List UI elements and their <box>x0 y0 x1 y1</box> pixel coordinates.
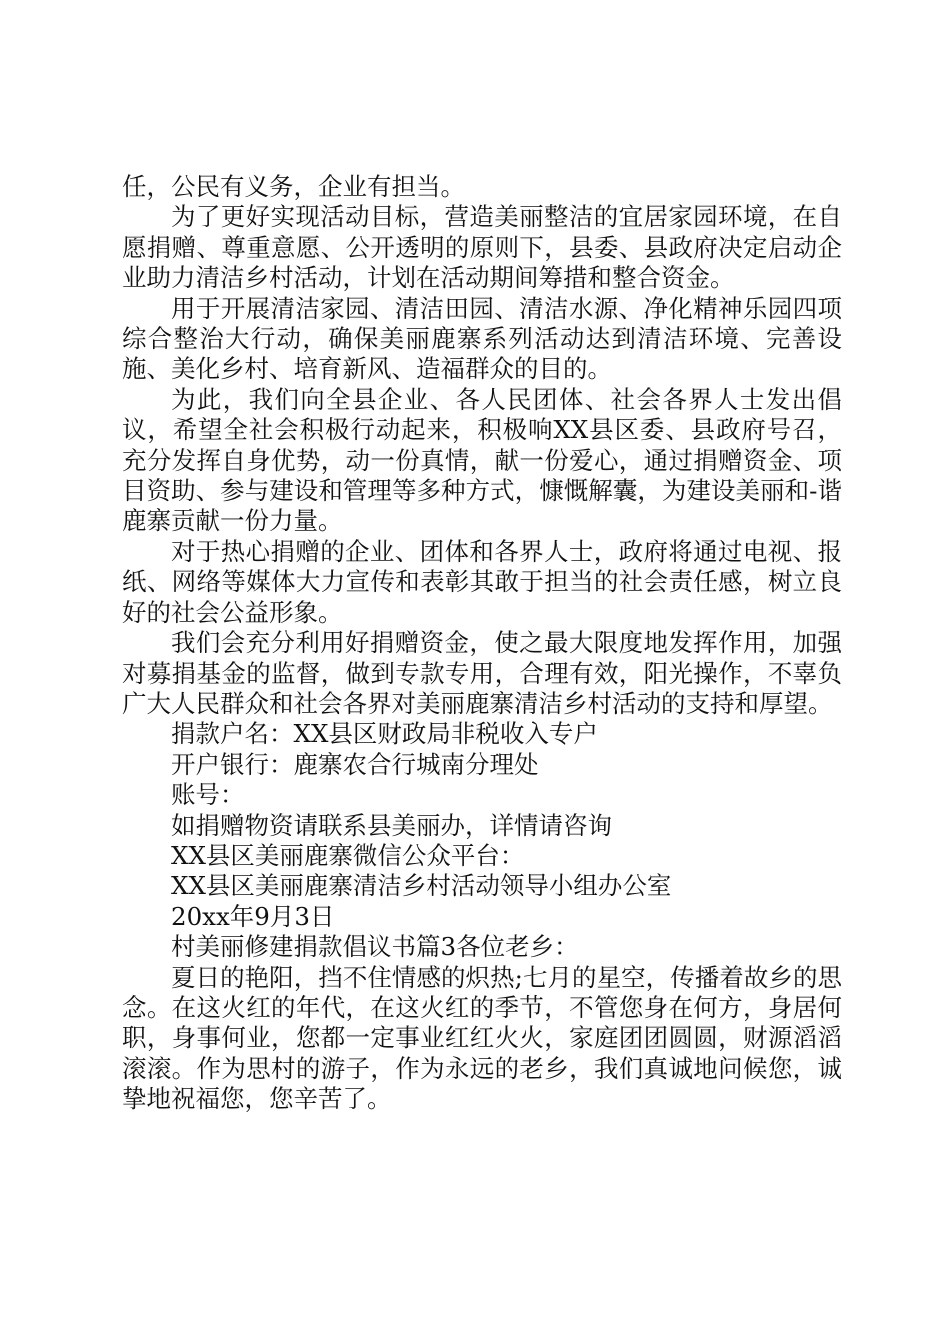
office-signature-line: XX县区美丽鹿寨清洁乡村活动领导小组办公室 <box>171 871 672 901</box>
contact-line: 如捐赠物资请联系县美丽办，详情请咨询 <box>171 810 612 840</box>
paragraph-purpose: 用于开展清洁家园、清洁田园、清洁水源、净化精神乐园四项综合整治大行动，确保美丽鹿寨系列活动达到清洁环境、完善设施、美化乡村、培育新风、造福群众的目的。 <box>122 293 842 384</box>
wechat-platform-line: XX县区美丽鹿寨微信公众平台： <box>171 840 525 870</box>
account-name-line: 捐款户名：XX县区财政局非税收入专户 <box>171 719 598 749</box>
date-line: 20xx年9月3日 <box>171 901 335 931</box>
document-body <box>122 172 842 1115</box>
account-number-line: 账号： <box>171 780 245 810</box>
bank-line: 开户银行：鹿寨农合行城南分理处 <box>171 749 539 779</box>
section-heading-line: 村美丽修建捐款倡议书篇3各位老乡： <box>171 932 579 962</box>
paragraph-goal: 为了更好实现活动目标，营造美丽整洁的宜居家园环境，在自愿捐赠、尊重意愿、公开透明的原则下，县委、县政府决定启动企业助力清洁乡村活动，计划在活动期间筹措和整合资金。 <box>122 202 842 293</box>
paragraph-recognition: 对于热心捐赠的企业、团体和各界人士，政府将通过电视、报纸、网络等媒体大力宣传和表彰其敢于担当的社会责任感，树立良好的社会公益形象。 <box>122 536 842 627</box>
paragraph-appeal: 为此，我们向全县企业、各人民团体、社会各界人士发出倡议，希望全社会积极行动起来，积极响XX县区委、县政府号召，充分发挥自身优势，动一份真情，献一份爱心，通过捐赠资金、项目资助、参与建设和管理等多种方式，慷慨解囊，为建设美丽和-谐鹿寨贡献一份力量。 <box>122 384 842 536</box>
paragraph-fund-usage: 我们会充分利用好捐赠资金，使之最大限度地发挥作用，加强对募捐基金的监督，做到专款专用，合理有效，阳光操作，不辜负广大人民群众和社会各界对美丽鹿寨清洁乡村活动的支持和厚望。 <box>122 628 842 718</box>
paragraph-greeting: 夏日的艳阳，挡不住情感的炽热;七月的星空，传播着故乡的思念。在这火红的年代，在这火红的季节，不管您身在何方，身居何职，身事何业，您都一定事业红红火火，家庭团团圆圆，财源滔滔滚滚。作为思村的游子，作为永远的老乡，我们真诚地问候您，诚挚地祝福您，您辛苦了。 <box>122 962 842 1114</box>
paragraph-continuation: 任，公民有义务，企业有担当。 <box>122 172 465 201</box>
